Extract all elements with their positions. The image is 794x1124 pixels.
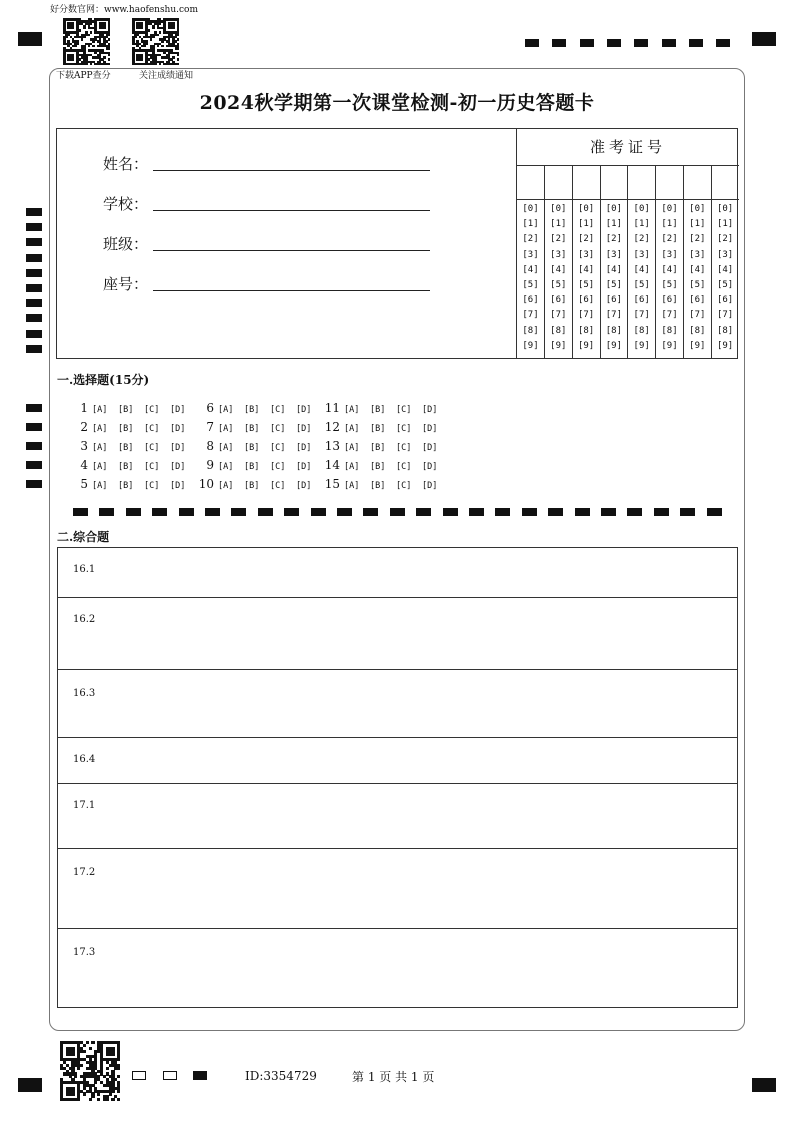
option-bubble[interactable]: [C] xyxy=(396,481,412,491)
option-bubble[interactable]: [B] xyxy=(370,443,386,453)
digit-bubble[interactable]: [0] xyxy=(605,204,623,214)
corner-mark-bottom-right xyxy=(752,1078,776,1092)
digit-bubble[interactable]: [6] xyxy=(522,295,539,306)
option-bubble[interactable]: [D] xyxy=(170,443,186,453)
option-bubble[interactable]: [D] xyxy=(422,405,438,415)
digit-bubble[interactable]: [7] xyxy=(550,310,567,321)
digit-bubble[interactable]: [2] xyxy=(689,234,706,245)
timing-mark xyxy=(575,508,590,516)
exam-number-column xyxy=(628,166,656,358)
option-bubble[interactable]: [B] xyxy=(118,443,134,453)
timing-mark xyxy=(179,508,194,516)
timing-mark xyxy=(284,508,299,516)
digit-bubble[interactable]: [7] xyxy=(661,310,678,321)
item-label: 17.3 xyxy=(73,947,96,958)
option-bubble[interactable]: [C] xyxy=(396,424,412,434)
option-bubble[interactable]: [D] xyxy=(296,481,312,491)
option-bubble[interactable]: [D] xyxy=(296,443,312,453)
digit-bubble[interactable]: [9] xyxy=(633,340,650,351)
digit-bubble[interactable]: [3] xyxy=(550,249,567,260)
option-bubble[interactable]: [B] xyxy=(118,405,134,415)
corner-mark-top-left xyxy=(18,32,42,46)
digit-bubble[interactable]: [5] xyxy=(550,280,567,291)
option-bubble[interactable]: [A] xyxy=(344,481,360,491)
exam-number-column xyxy=(545,166,573,358)
digit-bubble[interactable]: [6] xyxy=(550,295,567,306)
digit-bubble[interactable]: [0] xyxy=(716,204,734,214)
timing-mark xyxy=(26,330,42,338)
digit-bubble[interactable]: [7] xyxy=(522,310,539,321)
digit-bubble[interactable]: [4] xyxy=(716,264,734,275)
digit-bubble[interactable]: [4] xyxy=(661,264,678,275)
exam-number-bubbles xyxy=(545,200,572,354)
option-bubble[interactable]: [C] xyxy=(270,405,286,415)
question-number: 8 xyxy=(206,439,214,453)
site-url-text: 好分数官网：www.haofenshu.com xyxy=(50,5,199,15)
option-bubble[interactable]: [C] xyxy=(270,443,286,453)
timing-mark xyxy=(707,508,722,516)
option-bubble[interactable]: [D] xyxy=(170,405,186,415)
option-bubble[interactable]: [C] xyxy=(396,405,412,415)
option-bubble[interactable]: [C] xyxy=(144,443,160,453)
exam-number-bubbles xyxy=(684,200,711,354)
digit-bubble[interactable]: [3] xyxy=(661,249,678,260)
exam-number-bubbles xyxy=(628,200,655,354)
option-bubble[interactable]: [B] xyxy=(370,462,386,472)
digit-bubble[interactable]: [3] xyxy=(633,249,650,260)
timing-mark xyxy=(258,508,273,516)
exam-number-write-cell xyxy=(656,166,683,200)
digit-bubble[interactable]: [1] xyxy=(716,219,734,230)
timing-mark xyxy=(26,284,42,292)
option-bubble[interactable]: [B] xyxy=(244,405,260,415)
digit-bubble[interactable]: [5] xyxy=(716,280,734,291)
answer-box-16-2[interactable] xyxy=(58,598,737,670)
option-bubble[interactable]: [D] xyxy=(170,424,186,434)
digit-bubble[interactable]: [2] xyxy=(550,234,567,245)
option-bubble[interactable]: [B] xyxy=(244,462,260,472)
exam-number-title: 准考证号 xyxy=(517,129,739,166)
digit-bubble[interactable]: [8] xyxy=(550,325,567,336)
timing-mark xyxy=(26,208,42,216)
qr-left-label: 下载APP查分 xyxy=(56,71,111,81)
digit-bubble[interactable]: [4] xyxy=(522,264,539,275)
digit-bubble[interactable]: [7] xyxy=(577,310,595,321)
option-bubble[interactable]: [A] xyxy=(218,481,234,491)
question-row xyxy=(192,439,322,453)
timing-mark xyxy=(26,299,42,307)
timing-mark xyxy=(99,508,114,516)
answer-box-17-3[interactable] xyxy=(58,929,737,1008)
option-bubble[interactable]: [A] xyxy=(92,443,108,453)
digit-bubble[interactable]: [2] xyxy=(716,234,734,245)
timing-mark xyxy=(73,508,88,516)
timing-mark xyxy=(152,508,167,516)
timing-mark xyxy=(580,39,594,47)
question-row xyxy=(318,477,448,491)
digit-bubble[interactable]: [9] xyxy=(605,340,623,351)
digit-bubble[interactable]: [8] xyxy=(716,325,734,336)
digit-bubble[interactable]: [5] xyxy=(577,280,595,291)
exam-number-column xyxy=(656,166,684,358)
option-bubble[interactable]: [C] xyxy=(270,462,286,472)
question-row xyxy=(66,477,196,491)
section1-title: 一.选择题(15分) xyxy=(57,373,150,387)
question-number: 4 xyxy=(80,458,88,472)
digit-bubble[interactable]: [3] xyxy=(605,249,623,260)
option-bubble[interactable]: [D] xyxy=(422,462,438,472)
exam-number-write-cell xyxy=(600,166,627,200)
digit-bubble[interactable]: [7] xyxy=(716,310,734,321)
timing-mark xyxy=(26,345,42,353)
option-bubble[interactable]: [B] xyxy=(370,481,386,491)
digit-bubble[interactable]: [3] xyxy=(522,249,539,260)
question-row xyxy=(318,439,448,453)
qr-code-icon xyxy=(60,1041,120,1101)
school-field[interactable] xyxy=(103,193,148,214)
exam-number-column xyxy=(712,166,739,358)
timing-mark xyxy=(552,39,566,47)
digit-bubble[interactable]: [1] xyxy=(689,219,706,230)
digit-bubble[interactable]: [6] xyxy=(716,295,734,306)
digit-bubble[interactable]: [3] xyxy=(689,249,706,260)
corner-mark-top-right xyxy=(752,32,776,46)
digit-bubble[interactable]: [6] xyxy=(689,295,706,306)
timing-mark xyxy=(443,508,458,516)
digit-bubble[interactable]: [1] xyxy=(550,219,567,230)
item-label: 16.4 xyxy=(73,754,96,765)
digit-bubble[interactable]: [4] xyxy=(689,264,706,275)
item-label: 16.2 xyxy=(73,614,96,625)
item-label: 17.2 xyxy=(73,867,96,878)
option-bubble[interactable]: [A] xyxy=(92,462,108,472)
class-label: 班级： xyxy=(103,235,149,253)
question-row xyxy=(192,458,322,472)
qr-code-icon xyxy=(132,18,179,65)
digit-bubble[interactable]: [3] xyxy=(577,249,595,260)
timing-mark xyxy=(205,508,220,516)
seat-label: 座号： xyxy=(103,275,149,293)
timing-mark xyxy=(26,404,42,412)
option-bubble[interactable]: [A] xyxy=(218,405,234,415)
question-number: 2 xyxy=(80,420,88,434)
digit-bubble[interactable]: [1] xyxy=(633,219,650,230)
option-bubble[interactable]: [C] xyxy=(270,424,286,434)
digit-bubble[interactable]: [2] xyxy=(661,234,678,245)
option-bubble[interactable]: [C] xyxy=(144,462,160,472)
timing-mark xyxy=(126,508,141,516)
digit-bubble[interactable]: [8] xyxy=(605,325,623,336)
option-bubble[interactable]: [B] xyxy=(118,481,134,491)
option-bubble[interactable]: [A] xyxy=(344,462,360,472)
digit-bubble[interactable]: [7] xyxy=(605,310,623,321)
digit-bubble[interactable]: [9] xyxy=(661,340,678,351)
digit-bubble[interactable]: [5] xyxy=(661,280,678,291)
digit-bubble[interactable]: [1] xyxy=(522,219,539,230)
digit-bubble[interactable]: [0] xyxy=(661,204,678,214)
option-bubble[interactable]: [C] xyxy=(144,481,160,491)
option-bubble[interactable]: [A] xyxy=(92,424,108,434)
digit-bubble[interactable]: [0] xyxy=(689,204,706,214)
question-row xyxy=(66,458,196,472)
exam-number-write-cell xyxy=(628,166,655,200)
digit-bubble[interactable]: [2] xyxy=(522,234,539,245)
corner-mark-bottom-left xyxy=(18,1078,42,1092)
page-mark-filled xyxy=(193,1071,207,1080)
option-bubble[interactable]: [A] xyxy=(218,462,234,472)
digit-bubble[interactable]: [9] xyxy=(716,340,734,351)
digit-bubble[interactable]: [9] xyxy=(522,340,539,351)
question-row xyxy=(318,420,448,434)
class-field[interactable] xyxy=(103,233,148,254)
question-number: 11 xyxy=(324,401,340,415)
timing-mark xyxy=(601,508,616,516)
answer-box-17-2[interactable] xyxy=(58,849,737,929)
timing-mark xyxy=(662,39,676,47)
exam-number-column xyxy=(684,166,712,358)
digit-bubble[interactable]: [5] xyxy=(605,280,623,291)
timing-mark xyxy=(26,423,42,431)
timing-mark xyxy=(311,508,326,516)
school-label: 学校： xyxy=(103,195,149,213)
question-number: 7 xyxy=(206,420,214,434)
option-bubble[interactable]: [A] xyxy=(92,405,108,415)
timing-mark xyxy=(26,238,42,246)
page-title: 2024秋学期第一次课堂检测-初一历史答题卡 xyxy=(199,92,595,114)
timing-mark xyxy=(548,508,563,516)
option-bubble[interactable]: [C] xyxy=(270,481,286,491)
timing-mark xyxy=(26,254,42,262)
digit-bubble[interactable]: [1] xyxy=(577,219,595,230)
option-bubble[interactable]: [A] xyxy=(218,424,234,434)
item-label: 16.3 xyxy=(73,688,96,699)
name-line xyxy=(153,170,430,171)
timing-mark xyxy=(654,508,669,516)
option-bubble[interactable]: [B] xyxy=(244,443,260,453)
digit-bubble[interactable]: [9] xyxy=(689,340,706,351)
question-row xyxy=(318,458,448,472)
question-number: 10 xyxy=(198,477,214,491)
option-bubble[interactable]: [D] xyxy=(170,481,186,491)
digit-bubble[interactable]: [1] xyxy=(661,219,678,230)
timing-mark xyxy=(26,269,42,277)
timing-mark xyxy=(416,508,431,516)
timing-mark xyxy=(627,508,642,516)
option-bubble[interactable]: [B] xyxy=(370,405,386,415)
digit-bubble[interactable]: [8] xyxy=(577,325,595,336)
option-bubble[interactable]: [C] xyxy=(144,405,160,415)
timing-mark xyxy=(680,508,695,516)
option-bubble[interactable]: [D] xyxy=(296,405,312,415)
question-number: 3 xyxy=(80,439,88,453)
question-row xyxy=(192,477,322,491)
digit-bubble[interactable]: [0] xyxy=(550,204,567,214)
exam-number-column xyxy=(600,166,628,358)
exam-number-write-cell xyxy=(684,166,711,200)
seat-line xyxy=(153,290,430,291)
option-bubble[interactable]: [A] xyxy=(218,443,234,453)
option-bubble[interactable]: [C] xyxy=(396,462,412,472)
name-field[interactable] xyxy=(103,153,148,174)
question-row xyxy=(66,420,196,434)
qr-code-icon xyxy=(63,18,110,65)
answer-box-16-4[interactable] xyxy=(58,738,737,784)
option-bubble[interactable]: [A] xyxy=(344,443,360,453)
seat-field[interactable] xyxy=(103,273,148,294)
question-row xyxy=(66,439,196,453)
timing-mark xyxy=(231,508,246,516)
digit-bubble[interactable]: [9] xyxy=(550,340,567,351)
exam-number-grid xyxy=(516,129,739,358)
digit-bubble[interactable]: [2] xyxy=(605,234,623,245)
question-row xyxy=(192,420,322,434)
school-line xyxy=(153,210,430,211)
digit-bubble[interactable]: [5] xyxy=(522,280,539,291)
timing-mark xyxy=(363,508,378,516)
question-number: 12 xyxy=(324,420,340,434)
exam-number-bubbles xyxy=(656,200,683,354)
digit-bubble[interactable]: [8] xyxy=(661,325,678,336)
question-row xyxy=(192,401,322,415)
exam-number-column xyxy=(573,166,601,358)
digit-bubble[interactable]: [5] xyxy=(689,280,706,291)
exam-number-bubbles xyxy=(573,200,600,354)
exam-number-write-cell xyxy=(517,166,544,200)
option-bubble[interactable]: [D] xyxy=(422,481,438,491)
question-number: 5 xyxy=(80,477,88,491)
page-mark-empty-1 xyxy=(132,1071,146,1080)
question-number: 13 xyxy=(324,439,340,453)
timing-mark xyxy=(525,39,539,47)
digit-bubble[interactable]: [8] xyxy=(522,325,539,336)
option-bubble[interactable]: [D] xyxy=(296,424,312,434)
question-number: 1 xyxy=(80,401,88,415)
item-label: 16.1 xyxy=(73,564,96,575)
digit-bubble[interactable]: [4] xyxy=(550,264,567,275)
digit-bubble[interactable]: [5] xyxy=(633,280,650,291)
answer-box-16-3[interactable] xyxy=(58,670,737,738)
page-mark-empty-2 xyxy=(163,1071,177,1080)
exam-number-write-cell xyxy=(712,166,739,200)
digit-bubble[interactable]: [6] xyxy=(661,295,678,306)
digit-bubble[interactable]: [4] xyxy=(633,264,650,275)
option-bubble[interactable]: [C] xyxy=(396,443,412,453)
card-id: ID:3354729 xyxy=(245,1069,317,1083)
digit-bubble[interactable]: [6] xyxy=(577,295,595,306)
page-count: 第 1 页 共 1 页 xyxy=(352,1070,435,1084)
timing-mark xyxy=(495,508,510,516)
exam-number-bubbles xyxy=(517,200,544,354)
timing-mark xyxy=(26,461,42,469)
item-label: 17.1 xyxy=(73,800,96,811)
digit-bubble[interactable]: [8] xyxy=(633,325,650,336)
timing-mark xyxy=(337,508,352,516)
exam-number-bubbles xyxy=(600,200,627,354)
answer-box-17-1[interactable] xyxy=(58,784,737,849)
option-bubble[interactable]: [B] xyxy=(244,481,260,491)
option-bubble[interactable]: [D] xyxy=(422,424,438,434)
option-bubble[interactable]: [D] xyxy=(296,462,312,472)
answer-area xyxy=(57,547,738,1008)
digit-bubble[interactable]: [0] xyxy=(522,204,539,214)
class-line xyxy=(153,250,430,251)
exam-number-write-cell xyxy=(545,166,572,200)
digit-bubble[interactable]: [2] xyxy=(633,234,650,245)
exam-number-column xyxy=(517,166,545,358)
digit-bubble[interactable]: [1] xyxy=(605,219,623,230)
question-number: 14 xyxy=(324,458,340,472)
timing-mark xyxy=(716,39,730,47)
timing-mark xyxy=(689,39,703,47)
timing-mark xyxy=(26,480,42,488)
digit-bubble[interactable]: [7] xyxy=(633,310,650,321)
question-number: 15 xyxy=(324,477,340,491)
exam-number-write-cell xyxy=(573,166,600,200)
question-number: 9 xyxy=(206,458,214,472)
option-bubble[interactable]: [D] xyxy=(170,462,186,472)
timing-mark xyxy=(634,39,648,47)
name-label: 姓名： xyxy=(103,155,149,173)
timing-mark xyxy=(26,223,42,231)
digit-bubble[interactable]: [0] xyxy=(577,204,595,214)
timing-mark xyxy=(26,314,42,322)
exam-number-bubbles xyxy=(712,200,739,354)
digit-bubble[interactable]: [9] xyxy=(577,340,595,351)
timing-mark xyxy=(26,442,42,450)
digit-bubble[interactable]: [4] xyxy=(605,264,623,275)
option-bubble[interactable]: [B] xyxy=(118,424,134,434)
qr-right-label: 关注成绩通知 xyxy=(139,71,194,81)
digit-bubble[interactable]: [0] xyxy=(633,204,650,214)
digit-bubble[interactable]: [4] xyxy=(577,264,595,275)
option-bubble[interactable]: [B] xyxy=(244,424,260,434)
student-info-box xyxy=(56,128,738,359)
question-number: 6 xyxy=(206,401,214,415)
digit-bubble[interactable]: [8] xyxy=(689,325,706,336)
digit-bubble[interactable]: [6] xyxy=(605,295,623,306)
option-bubble[interactable]: [A] xyxy=(92,481,108,491)
timing-mark xyxy=(522,508,537,516)
digit-bubble[interactable]: [7] xyxy=(689,310,706,321)
question-row xyxy=(66,401,196,415)
option-bubble[interactable]: [A] xyxy=(344,424,360,434)
digit-bubble[interactable]: [6] xyxy=(633,295,650,306)
option-bubble[interactable]: [B] xyxy=(370,424,386,434)
option-bubble[interactable]: [A] xyxy=(344,405,360,415)
timing-mark xyxy=(390,508,405,516)
option-bubble[interactable]: [C] xyxy=(144,424,160,434)
timing-mark xyxy=(607,39,621,47)
digit-bubble[interactable]: [2] xyxy=(577,234,595,245)
question-row xyxy=(318,401,448,415)
option-bubble[interactable]: [B] xyxy=(118,462,134,472)
timing-mark xyxy=(469,508,484,516)
option-bubble[interactable]: [D] xyxy=(422,443,438,453)
answer-box-16-1[interactable] xyxy=(58,548,737,598)
digit-bubble[interactable]: [3] xyxy=(716,249,734,260)
section2-title: 二.综合题 xyxy=(57,530,110,544)
